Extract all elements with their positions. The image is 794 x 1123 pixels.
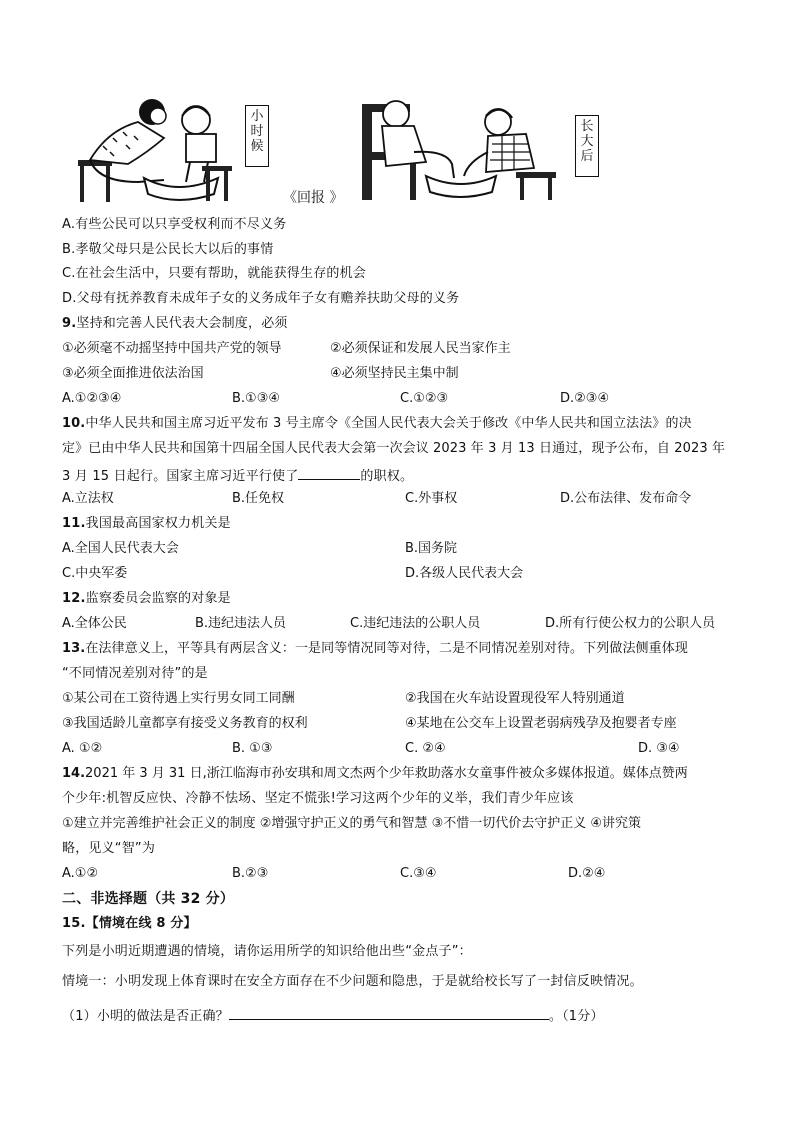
q10-line-3 <box>62 465 413 486</box>
question-stem: 监察委员会监察的对象是 <box>85 591 231 606</box>
son-washing-elder-feet-drawing <box>356 92 566 202</box>
caption-childhood: 小时候 <box>245 105 269 167</box>
q9-stem <box>62 315 288 333</box>
q15-heading <box>62 915 197 933</box>
q14-option-d: D.②④ <box>568 866 606 881</box>
question-stem: 我国最高国家权力机关是 <box>85 516 231 531</box>
q10-line-2: 定》已由中华人民共和国第十四届全国人民代表大会第一次会议 2023 年 3 月 13 日通过，现予公布，自 2023 年 <box>62 441 726 456</box>
question-text: 。（1分） <box>548 1009 604 1024</box>
q14-line-3: ①建立并完善维护社会正义的制度 ②增强守护正义的勇气和智慧 ③不惜一切代价去守护正义 ④讲究策 <box>62 816 642 831</box>
q9-item-3: ③必须全面推进依法治国 <box>62 366 204 381</box>
q11-option-a: A.全国人民代表大会 <box>62 541 179 556</box>
q9-item-1: ①必须毫不动摇坚持中国共产党的领导 <box>62 341 282 356</box>
q15-sub-1 <box>62 1005 604 1026</box>
q12-stem <box>62 590 231 608</box>
q9-option-b: B.①③④ <box>232 391 281 406</box>
q8-option-c: C.在社会生活中，只要有帮助，就能获得生存的机会 <box>62 266 367 281</box>
question-text: 中华人民共和国主席习近平发布 3 号主席令《全国人民代表大会关于修改《中华人民共和国立法法》的决 <box>85 416 692 431</box>
answer-blank[interactable] <box>298 465 360 480</box>
question-text: 2021 年 3 月 31 日,浙江临海市孙安琪和周文杰两个少年救助落水女童事件被众多媒体报道。媒体点赞两 <box>85 766 688 781</box>
question-text: 3 月 15 日起行。国家主席习近平行使了 <box>62 469 299 484</box>
q10-line-1 <box>62 415 692 433</box>
q13-item-4: ④某地在公交车上设置老弱病残孕及抱婴者专座 <box>405 716 677 731</box>
question-text: （1）小明的做法是否正确？ <box>62 1009 229 1024</box>
question-tag: 【情境在线 8 分】 <box>85 916 197 931</box>
question-number: 11. <box>62 516 86 531</box>
illustration-childhood <box>68 90 238 205</box>
q12-option-d: D.所有行使公权力的公职人员 <box>545 616 716 631</box>
q14-line-2: 个少年:机智反应快、冷静不怯场、坚定不慌张!学习这两个少年的义举，我们青少年应该 <box>62 791 574 806</box>
q8-option-d: D.父母有抚养教育未成年子女的义务成年子女有赡养扶助父母的义务 <box>62 291 460 306</box>
q9-item-4: ④必须坚持民主集中制 <box>330 366 459 381</box>
illustration-title: 《回报 》 <box>283 190 344 206</box>
q11-option-b: B.国务院 <box>405 541 458 556</box>
q13-option-a: A. ①② <box>62 741 103 756</box>
q14-option-a: A.①② <box>62 866 99 881</box>
illustration-adulthood <box>356 92 566 202</box>
answer-blank[interactable] <box>229 1005 549 1020</box>
question-number: 13. <box>62 641 86 656</box>
section-heading: 二、非选择题（共 32 分） <box>62 891 235 907</box>
q14-line-4: 略，见义“智”为 <box>62 841 156 856</box>
q13-option-d: D. ③④ <box>638 741 680 756</box>
q10-option-d: D.公布法律、发布命令 <box>560 491 692 506</box>
caption-adulthood: 长大后 <box>575 115 599 177</box>
q9-option-c: C.①②③ <box>400 391 449 406</box>
question-number: 12. <box>62 591 86 606</box>
q8-option-a: A.有些公民可以只享受权利而不尽义务 <box>62 217 287 232</box>
q12-option-b: B.违纪违法人员 <box>195 616 287 631</box>
q11-option-c: C.中央军委 <box>62 566 128 581</box>
question-text: 的职权。 <box>360 469 414 484</box>
q11-stem <box>62 515 231 533</box>
q13-option-c: C. ②④ <box>405 741 446 756</box>
question-number: 10. <box>62 416 86 431</box>
q14-option-c: C.③④ <box>400 866 437 881</box>
q14-line-1 <box>62 765 688 783</box>
q12-option-a: A.全体公民 <box>62 616 127 631</box>
q13-item-2: ②我国在火车站设置现役军人特别通道 <box>405 691 625 706</box>
q10-option-b: B.任免权 <box>232 491 285 506</box>
q9-item-2: ②必须保证和发展人民当家作主 <box>330 341 511 356</box>
q15-scene-1: 情境一：小明发现上体育课时在安全方面存在不少问题和隐患，于是就给校长写了一封信反映情况。 <box>62 974 643 989</box>
q9-option-a: A.①②③④ <box>62 391 122 406</box>
question-number: 14. <box>62 766 86 781</box>
q9-option-d: D.②③④ <box>560 391 610 406</box>
q15-intro: 下列是小明近期遭遇的情境，请你运用所学的知识给他出些“金点子”： <box>62 944 472 959</box>
q10-option-a: A.立法权 <box>62 491 114 506</box>
q13-item-1: ①某公司在工资待遇上实行男女同工同酬 <box>62 691 295 706</box>
q13-item-3: ③我国适龄儿童都享有接受义务教育的权利 <box>62 716 308 731</box>
question-stem: 坚持和完善人民代表大会制度，必须 <box>76 316 288 331</box>
q13-option-b: B. ①③ <box>232 741 273 756</box>
question-text: 在法律意义上，平等具有两层含义：一是同等情况同等对待，二是不同情况差别对待。下列做法侧重体现 <box>85 641 688 656</box>
q11-option-d: D.各级人民代表大会 <box>405 566 524 581</box>
q14-option-b: B.②③ <box>232 866 269 881</box>
q8-option-b: B.孝敬父母只是公民长大以后的事情 <box>62 242 274 257</box>
question-number: 9. <box>62 316 77 331</box>
question-number: 15. <box>62 916 86 931</box>
mother-washing-child-feet-drawing <box>68 90 238 205</box>
q10-option-c: C.外事权 <box>405 491 458 506</box>
q13-line-2: “不同情况差别对待”的是 <box>62 666 208 681</box>
q12-option-c: C.违纪违法的公职人员 <box>350 616 481 631</box>
q13-line-1 <box>62 640 688 658</box>
